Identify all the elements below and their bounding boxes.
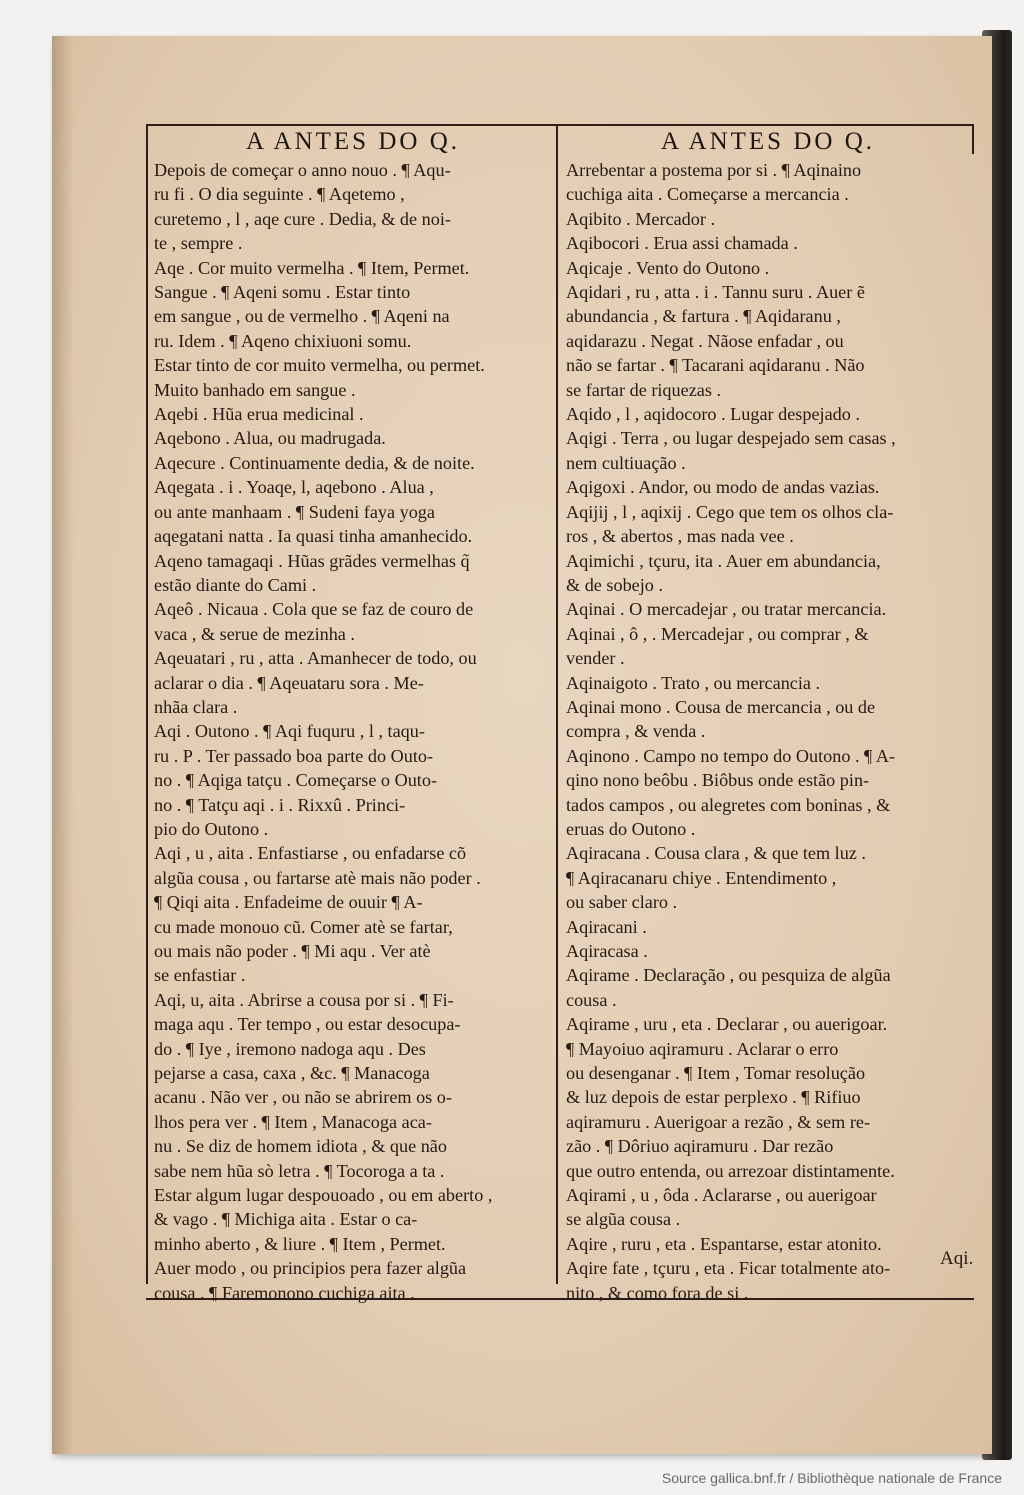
catchword: Aqi. [940, 1248, 974, 1269]
dictionary-line: Aqibito . Mercador . [566, 208, 715, 229]
dictionary-line: ¶ Mayoiuo aqiramuru . Aclarar o erro [566, 1038, 839, 1059]
dictionary-line: Aqiracasa . [566, 941, 648, 961]
dictionary-line: Aqibocori . Erua assi chamada . [566, 233, 798, 254]
dictionary-line: Aqido , l , aqidocoro . Lugar despejado . [566, 404, 860, 425]
dictionary-line: Aqeno tamagaqi . Hũas grãdes vermelhas q̃ [154, 550, 470, 571]
dictionary-line: nu . Se diz de homem idiota , & que não [154, 1136, 447, 1157]
dictionary-line: aqegatani natta . Ia quasi tinha amanhecido. [154, 526, 473, 547]
dictionary-line: ros , & abertos , mas nada vee . [566, 526, 794, 547]
dictionary-line: Aqinono . Campo no tempo do Outono . ¶ A- [566, 745, 896, 766]
dictionary-line: Aqinaigoto . Trato , ou mercancia . [566, 672, 821, 693]
right-column [566, 126, 970, 1305]
dictionary-line: vaca , & serue de mezinha . [154, 623, 355, 644]
left-border-rule [146, 124, 148, 1284]
dictionary-line: Sangue . ¶ Aqeni somu . Estar tinto [154, 282, 411, 303]
dictionary-line: ru fi . O dia seguinte . ¶ Aqetemo , [154, 184, 405, 205]
dictionary-line: cu made monouo cũ. Comer atè se fartar, [154, 916, 453, 937]
dictionary-line: Aqi . Outono . ¶ Aqi fuquru , l , taqu- [154, 721, 425, 742]
dictionary-line: no . ¶ Tatçu aqi . i . Rixxû . Princi- [154, 794, 406, 815]
dictionary-line: se enfastiar . [154, 965, 246, 986]
dictionary-line: Aqidari , ru , atta . i . Tannu suru . Auer ẽ [566, 282, 865, 303]
dictionary-line: maga aqu . Ter tempo , ou estar desocupa- [154, 1014, 461, 1035]
dictionary-line: pio do Outono . [154, 818, 269, 839]
dictionary-line: Aqecure . Continuamente dedia, & de noite. [154, 452, 475, 473]
dictionary-line: ou mais não poder . ¶ Mi aqu . Ver atè [154, 941, 431, 961]
dictionary-line: abundancia , & fartura . ¶ Aqidaranu , [566, 306, 841, 327]
dictionary-line: ru . P . Ter passado boa parte do Outo- [154, 745, 434, 766]
dictionary-line: & vago . ¶ Michiga aita . Estar o ca- [154, 1209, 418, 1230]
dictionary-line: ou desenganar . ¶ Item , Tomar resolução [566, 1063, 866, 1084]
right-border-rule [972, 124, 974, 154]
dictionary-line: estão diante do Cami . [154, 574, 317, 595]
left-column-text [154, 158, 552, 1305]
dictionary-line: Aqi, u, aita . Abrirse a cousa por si . ¶ Fi- [154, 989, 454, 1010]
dictionary-line: se fartar de riquezas . [566, 379, 722, 400]
dictionary-line: zão . ¶ Dôriuo aqiramuru . Dar rezão [566, 1136, 834, 1157]
dictionary-line: Muito banhado em sangue . [154, 379, 356, 400]
dictionary-line: no . ¶ Aqiga tatçu . Começarse o Outo- [154, 770, 438, 791]
dictionary-line: eruas do Outono . [566, 818, 696, 839]
dictionary-line: te , sempre . [154, 233, 243, 254]
dictionary-line: nhãa clara . [154, 696, 238, 717]
dictionary-line: sabe nem hũa sò letra . ¶ Tocoroga a ta . [154, 1160, 445, 1181]
dictionary-line: não se fartar . ¶ Tacarani aqidaranu . Não [566, 355, 865, 376]
dictionary-line: Auer modo , ou principios pera fazer algũa [154, 1258, 467, 1279]
source-credit: Source gallica.bnf.fr / Bibliothèque nationale de France [661, 1470, 1002, 1486]
dictionary-line: nito , & como fora de si . [566, 1282, 749, 1303]
dictionary-line: em sangue , ou de vermelho . ¶ Aqeni na [154, 306, 450, 327]
dictionary-line: minho aberto , & liure . ¶ Item , Permet. [154, 1233, 446, 1254]
dictionary-line: ou ante manhaam . ¶ Sudeni faya yoga [154, 501, 435, 522]
dictionary-line: ou saber claro . [566, 892, 678, 913]
dictionary-line: Aqire fate , tçuru , eta . Ficar totalmente ato- [566, 1258, 891, 1279]
dictionary-line: se algũa cousa . [566, 1209, 681, 1230]
dictionary-line: nem cultiuação . [566, 452, 686, 473]
right-running-header: A ANTES DO Q. [660, 128, 875, 155]
dictionary-line: Aqiracana . Cousa clara , & que tem luz . [566, 843, 866, 864]
bottom-rule [146, 1298, 974, 1300]
dictionary-line: acanu . Não ver , ou não se abrirem os o- [154, 1087, 452, 1108]
dictionary-line: compra , & venda . [566, 721, 706, 742]
dictionary-line: Aqigoxi . Andor, ou modo de andas vazias. [566, 477, 880, 498]
dictionary-line: Aqi , u , aita . Enfastiarse , ou enfadarse cõ [154, 843, 467, 864]
dictionary-line: Aqeô . Nicaua . Cola que se faz de couro de [154, 599, 474, 620]
dictionary-line: Estar tinto de cor muito vermelha, ou permet. [154, 355, 485, 376]
dictionary-line: Aqirame , uru , eta . Declarar , ou auerigoar. [566, 1014, 888, 1035]
dictionary-line: cousa . ¶ Faremonono cuchiga aita . [154, 1282, 415, 1303]
dictionary-line: lhos pera ver . ¶ Item , Manacoga aca- [154, 1111, 432, 1132]
left-column [154, 126, 552, 1305]
dictionary-line: Aqinai mono . Cousa de mercancia , ou de [566, 696, 876, 717]
text-frame [146, 124, 974, 1302]
dictionary-line: & luz depois de estar perplexo . ¶ Rifiuo [566, 1087, 861, 1108]
dictionary-line: Arrebentar a postema por si . ¶ Aqinaino [566, 160, 862, 180]
dictionary-line: Aqigi . Terra , ou lugar despejado sem casas , [566, 428, 896, 449]
dictionary-line: Aqegata . i . Yoaqe, l, aqebono . Alua , [154, 477, 434, 498]
dictionary-line: ¶ Aqiracanaru chiye . Entendimento , [566, 867, 837, 888]
left-running-header: A ANTES DO Q. [245, 128, 460, 155]
dictionary-line: tados campos , ou alegretes com boninas , & [566, 794, 891, 815]
dictionary-line: do . ¶ Iye , iremono nadoga aqu . Des [154, 1038, 426, 1059]
dictionary-line: Depois de começar o anno nouo . ¶ Aqu- [154, 160, 451, 180]
dictionary-line: vender . [566, 648, 625, 669]
dictionary-line: que outro entenda, ou arrezoar distintamente. [566, 1160, 895, 1181]
dictionary-line: aclarar o dia . ¶ Aqeuataru sora . Me- [154, 672, 424, 693]
dictionary-line: Aqe . Cor muito vermelha . ¶ Item, Permet. [154, 257, 470, 278]
dictionary-line: aqidarazu . Negat . Nãose enfadar , ou [566, 330, 844, 351]
dictionary-line: & de sobejo . [566, 574, 663, 595]
right-column-text [566, 158, 970, 1305]
dictionary-line: Aqirame . Declaração , ou pesquiza de algũa [566, 965, 891, 986]
dictionary-line: ru. Idem . ¶ Aqeno chixiuoni somu. [154, 330, 412, 351]
dictionary-line: Estar algum lugar despouoado , ou em aberto , [154, 1185, 493, 1206]
dictionary-line: Aqire , ruru , eta . Espantarse, estar atonito. [566, 1233, 882, 1254]
dictionary-line: Aqiracani . [566, 916, 647, 937]
dictionary-line: Aqinai , ô , . Mercadejar , ou comprar , & [566, 623, 869, 644]
dictionary-line: Aqijij , l , aqixij . Cego que tem os olhos cla- [566, 501, 894, 522]
dictionary-line: Aqeuatari , ru , atta . Amanhecer de todo, ou [154, 648, 477, 669]
column-divider-rule [556, 124, 558, 1284]
dictionary-line: Aqebono . Alua, ou madrugada. [154, 428, 386, 449]
dictionary-line: cuchiga aita . Começarse a mercancia . [566, 184, 849, 205]
dictionary-line: pejarse a casa, caxa , &c. ¶ Manacoga [154, 1063, 430, 1084]
dictionary-line: Aqicaje . Vento do Outono . [566, 257, 770, 278]
dictionary-line: Aqirami , u , ôda . Aclararse , ou auerigoar [566, 1185, 877, 1206]
dictionary-line: Aqimichi , tçuru, ita . Auer em abundancia, [566, 550, 881, 571]
page-gutter-shadow [52, 36, 74, 1454]
dictionary-line: ¶ Qiqi aita . Enfadeime de ouuir ¶ A- [154, 892, 423, 913]
dictionary-line: aqiramuru . Auerigoar a rezão , & sem re- [566, 1111, 871, 1132]
dictionary-line: algũa cousa , ou fartarse atè mais não poder . [154, 867, 481, 888]
dictionary-line: qino nono beôbu . Biôbus onde estão pin- [566, 770, 870, 791]
dictionary-line: curetemo , l , aqe cure . Dedia, & de noi- [154, 208, 451, 229]
dictionary-line: cousa . [566, 989, 617, 1010]
dictionary-line: Aqebi . Hũa erua medicinal . [154, 404, 364, 425]
dictionary-line: Aqinai . O mercadejar , ou tratar mercancia. [566, 599, 887, 620]
